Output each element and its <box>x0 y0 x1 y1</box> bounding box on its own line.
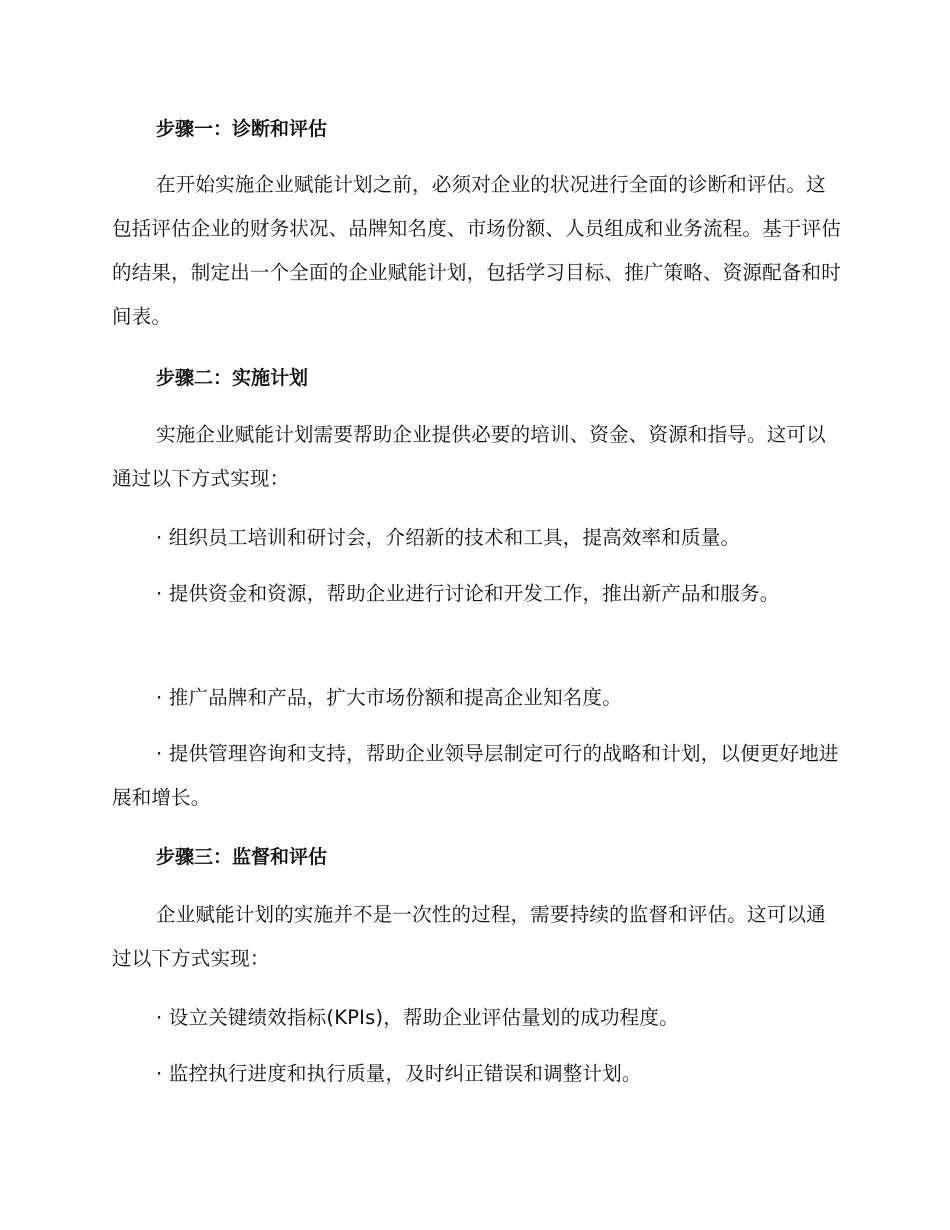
bullet-item-funding: · 提供资金和资源，帮助企业进行讨论和开发工作，推出新产品和服务。 <box>156 582 780 605</box>
section-heading-step-2: 步骤二：实施计划 <box>156 367 309 389</box>
section-3-paragraph: 企业赋能计划的实施并不是一次性的过程，需要持续的监督和评估。这可以通过以下方式实现： <box>112 903 826 970</box>
bullet-item-monitoring: · 监控执行进度和执行质量，及时纠正错误和调整计划。 <box>156 1062 642 1085</box>
section-2-paragraph: 实施企业赋能计划需要帮助企业提供必要的培训、资金、资源和指导。这可以通过以下方式实现： <box>112 423 826 490</box>
bullet-item-kpis: · 设立关键绩效指标(KPIs)，帮助企业评估量划的成功程度。 <box>156 1006 679 1029</box>
bullet-item-management-consulting: · 提供管理咨询和支持，帮助企业领导层制定可行的战略和计划，以便更好地进展和增长。 <box>112 742 839 809</box>
bullet-item-brand-promotion: · 推广品牌和产品，扩大市场份额和提高企业知名度。 <box>156 686 622 709</box>
section-heading-step-3: 步骤三：监督和评估 <box>156 846 328 868</box>
section-1-paragraph: 在开始实施企业赋能计划之前，必须对企业的状况进行全面的诊断和评估。这包括评估企业的财务状况、品牌知名度、市场份额、人员组成和业务流程。基于评估的结果，制定出一个全面的企业赋能计划，包括学习目标、推广策略、资源配备和时间表。 <box>112 173 841 328</box>
section-heading-step-1: 步骤一：诊断和评估 <box>156 118 328 140</box>
bullet-item-training: · 组织员工培训和研讨会，介绍新的技术和工具，提高效率和质量。 <box>156 526 741 549</box>
